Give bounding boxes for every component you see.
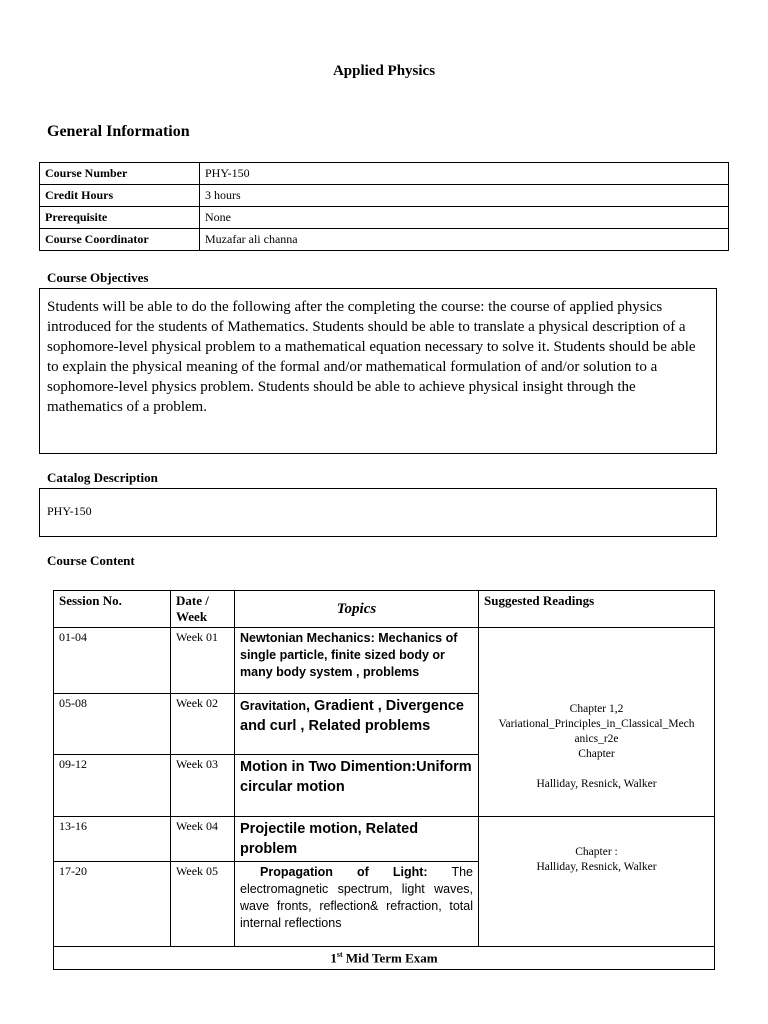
exam-ordinal-suffix: st — [336, 950, 343, 959]
table-row — [40, 229, 729, 251]
course-content-heading: Course Content — [47, 553, 135, 568]
week-cell: Week 04 — [171, 817, 235, 862]
catalog-description-text: PHY-150 — [39, 488, 717, 537]
date-week-column-header — [171, 591, 235, 628]
readings-line: Halliday, Resnick, Walker — [536, 861, 657, 873]
course-objectives-heading: Course Objectives — [47, 270, 149, 285]
general-information-heading: General Information — [47, 123, 190, 140]
session-cell: 17-20 — [54, 862, 171, 947]
credit-hours-label: Credit Hours — [40, 185, 200, 207]
topic-cell: Projectile motion, Related problem — [235, 817, 479, 862]
table-row — [40, 207, 729, 229]
topic-part: , Gradient , Divergence and curl , Related problems — [240, 698, 464, 734]
session-cell: 05-08 — [54, 694, 171, 755]
readings-line: Chapter — [578, 748, 615, 760]
topic-part: The electromagnetic spectrum, light waves, wave fronts, reflection& refraction, total internal reflections — [240, 865, 473, 930]
page-title: Applied Physics — [332, 63, 436, 79]
table-row — [40, 163, 729, 185]
course-coordinator-value: Muzafar ali channa — [200, 229, 729, 251]
readings-line: Chapter 1,2 — [569, 703, 624, 715]
course-number-label: Course Number — [40, 163, 200, 185]
suggested-readings-cell — [479, 817, 715, 947]
course-coordinator-label: Course Coordinator — [40, 229, 200, 251]
exam-row — [54, 947, 715, 970]
session-cell: 13-16 — [54, 817, 171, 862]
date-header-line1: Date / — [176, 593, 209, 608]
week-cell: Week 05 — [171, 862, 235, 947]
table-row — [40, 185, 729, 207]
mid-term-exam-label — [54, 947, 715, 970]
topic-part: Propagation of Light: — [260, 865, 428, 879]
suggested-readings-cell — [479, 628, 715, 817]
table-row — [54, 628, 715, 694]
general-info-table — [39, 162, 729, 251]
date-header-line2: Week — [176, 609, 208, 624]
table-header-row — [54, 591, 715, 628]
week-cell: Week 01 — [171, 628, 235, 694]
exam-ordinal: 1 — [330, 950, 337, 966]
course-objectives-text: Students will be able to do the following after the completing the course: the course of applied physics introduced for the students of Mathematics. Students should be able to translate a physical description of a sophomore-level physical problem to a mathematical equation necessary to solve it. Students should be able to explain the physical meaning of the formal and/or mathematical formulation of and/or solution to a sophomore-level physics problem. Students should be able to achieve physical insight through the mathematics of a problem. — [39, 288, 717, 454]
course-number-value: PHY-150 — [200, 163, 729, 185]
topic-cell: Motion in Two Dimention:Uniform circular motion — [235, 755, 479, 817]
readings-column-header: Suggested Readings — [479, 591, 715, 628]
credit-hours-value: 3 hours — [200, 185, 729, 207]
readings-line: Halliday, Resnick, Walker — [536, 778, 657, 790]
session-column-header: Session No. — [54, 591, 171, 628]
week-cell: Week 02 — [171, 694, 235, 755]
topics-column-header: Topics — [235, 591, 479, 628]
table-row — [54, 817, 715, 862]
exam-label: Mid Term Exam — [342, 950, 438, 966]
prerequisite-value: None — [200, 207, 729, 229]
readings-line: Chapter : — [575, 846, 618, 858]
topic-cell: Newtonian Mechanics: Mechanics of single particle, finite sized body or many body system , problems — [235, 628, 479, 694]
course-content-table — [53, 590, 715, 970]
readings-line: Variational_Principles_in_Classical_Mech — [498, 718, 695, 730]
topic-cell — [235, 862, 479, 947]
topic-part: Gravitation — [240, 699, 306, 713]
topic-cell — [235, 694, 479, 755]
session-cell: 09-12 — [54, 755, 171, 817]
readings-line: anics_r2e — [574, 733, 619, 745]
session-cell: 01-04 — [54, 628, 171, 694]
prerequisite-label: Prerequisite — [40, 207, 200, 229]
week-cell: Week 03 — [171, 755, 235, 817]
catalog-description-heading: Catalog Description — [47, 470, 158, 485]
